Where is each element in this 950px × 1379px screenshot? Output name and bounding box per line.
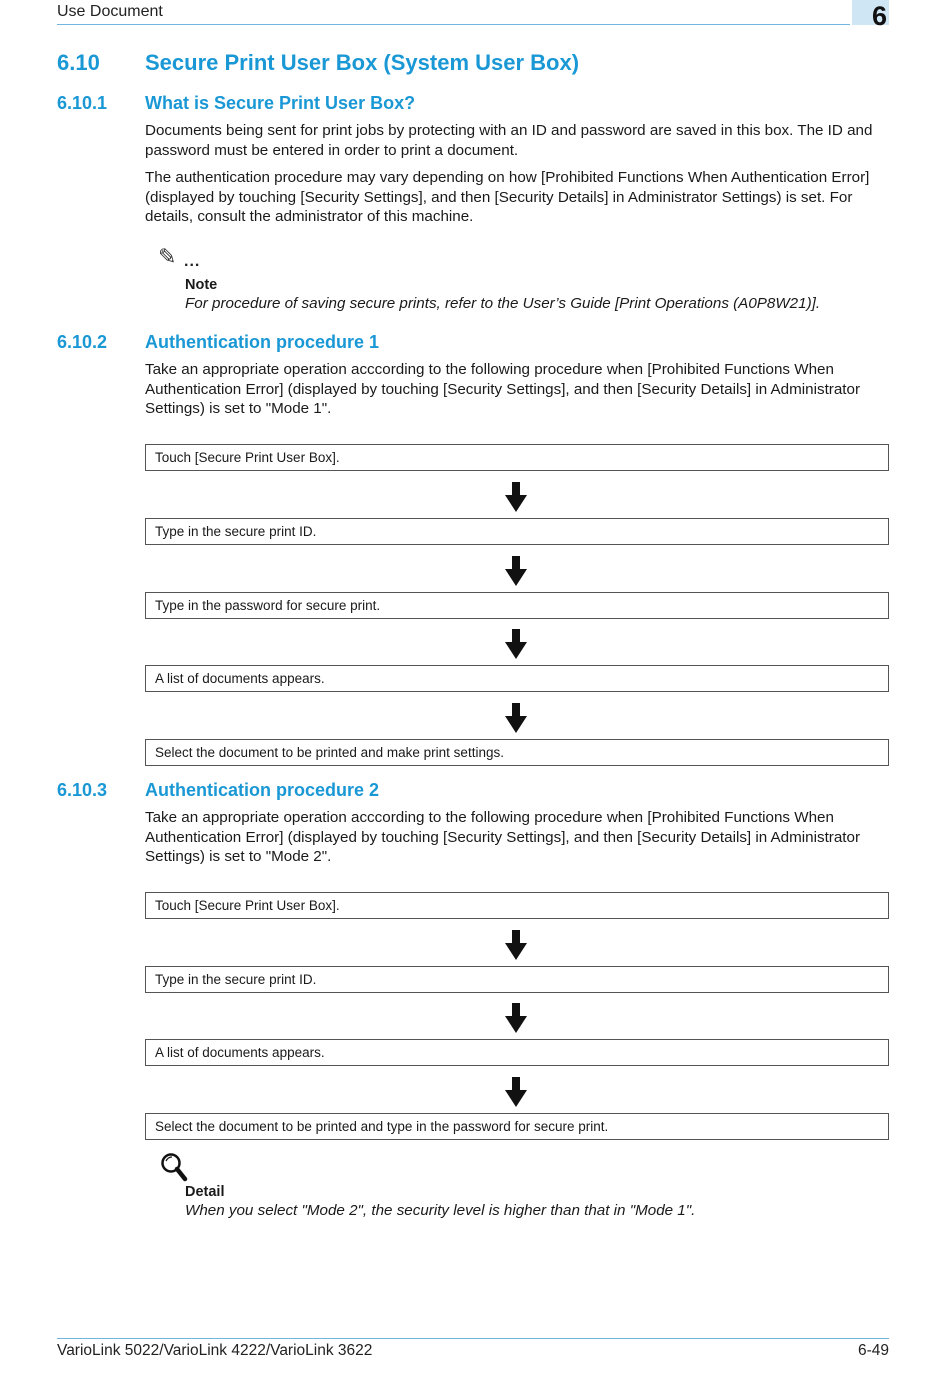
procedure1-step: Type in the password for secure print. xyxy=(145,592,889,619)
procedure1-step: A list of documents appears. xyxy=(145,665,889,692)
procedure2-step: Touch [Secure Print User Box]. xyxy=(145,892,889,919)
down-arrow-icon xyxy=(505,629,527,659)
footer-models: VarioLink 5022/VarioLink 4222/VarioLink 3622 xyxy=(57,1342,373,1359)
down-arrow-icon xyxy=(505,1003,527,1033)
subsection-number: 6.10.2 xyxy=(57,332,108,352)
procedure2-step: A list of documents appears. xyxy=(145,1039,889,1066)
procedure-paragraph: The authentication procedure may vary depending on how [Prohibited Functions When Authentication Error] (displayed by touching [Security Settings], and then [Security Details] in Administrator Settings) is set. For details, consult the administrator of this machine. xyxy=(145,169,870,225)
section-title: Secure Print User Box (System User Box) xyxy=(145,50,580,75)
subsection-title: Authentication procedure 1 xyxy=(145,332,380,352)
down-arrow-icon xyxy=(505,1077,527,1107)
procedure2-step: Type in the secure print ID. xyxy=(145,966,889,993)
section-number: 6.10 xyxy=(57,50,100,75)
down-arrow-icon xyxy=(505,482,527,512)
procedure2-step: Select the document to be printed and type in the password for secure print. xyxy=(145,1113,889,1140)
down-arrow-icon xyxy=(505,703,527,733)
note-text: For procedure of saving secure prints, refer to the User’s Guide [Print Operations (A0P8W21)]. xyxy=(185,295,821,312)
magnifier-detail-icon xyxy=(160,1152,188,1182)
subsection-title: Authentication procedure 2 xyxy=(145,780,380,800)
subsection-title: What is Secure Print User Box? xyxy=(145,93,416,113)
subsection-number: 6.10.3 xyxy=(57,780,108,800)
subsection-number: 6.10.1 xyxy=(57,93,108,113)
note-dots: ... xyxy=(184,253,201,270)
chapter-tab: 6 xyxy=(852,0,889,25)
down-arrow-icon xyxy=(505,556,527,586)
down-arrow-icon xyxy=(505,930,527,960)
note-title: Note xyxy=(185,277,218,293)
procedure1-step: Select the document to be printed and make print settings. xyxy=(145,739,889,766)
procedure1-step: Touch [Secure Print User Box]. xyxy=(145,444,889,471)
procedure1-step: Type in the secure print ID. xyxy=(145,518,889,545)
detail-title: Detail xyxy=(185,1184,225,1200)
header-rule xyxy=(57,24,850,25)
footer-rule xyxy=(57,1338,889,1339)
pencil-note-icon: ✎ xyxy=(158,244,177,269)
detail-text: When you select "Mode 2", the security level is higher than that in "Mode 1". xyxy=(185,1202,696,1219)
page-number: 6-49 xyxy=(857,1342,889,1359)
mode2-paragraph: Take an appropriate operation acccording to the following procedure when [Prohibited Functions When Authentication Error] (displayed by touching [Security Settings], and then [Security Details] in Administrator Settings) is set to "Mode 2". xyxy=(145,809,861,865)
intro-paragraph: Documents being sent for print jobs by protecting with an ID and password are saved in this box. The ID and password must be entered in order to print a document. xyxy=(145,122,873,159)
running-header: Use Document xyxy=(57,3,163,20)
mode1-paragraph: Take an appropriate operation acccording to the following procedure when [Prohibited Functions When Authentication Error] (displayed by touching [Security Settings], and then [Security Details] in Administrator Settings) is set to "Mode 1". xyxy=(145,361,861,417)
